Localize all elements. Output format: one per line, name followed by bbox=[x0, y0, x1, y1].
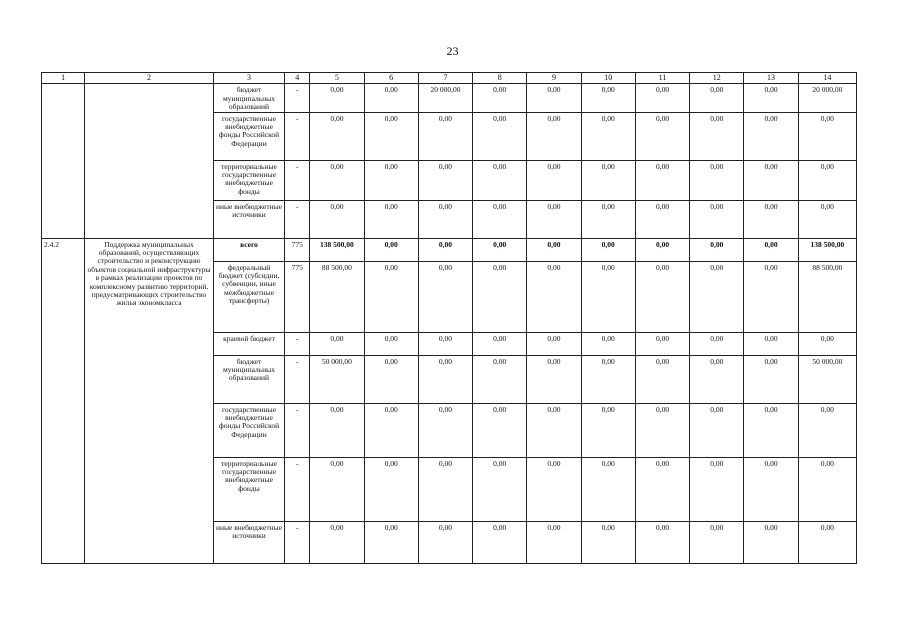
value-cell: 0,00 bbox=[364, 200, 418, 238]
column-number-cell: 12 bbox=[690, 73, 744, 84]
column-number-cell: 1 bbox=[42, 73, 85, 84]
value-cell: 0,00 bbox=[744, 403, 798, 457]
code-cell: - bbox=[285, 457, 310, 521]
value-cell: 0,00 bbox=[527, 261, 581, 332]
value-cell: 0,00 bbox=[527, 160, 581, 200]
value-cell: 0,00 bbox=[418, 160, 472, 200]
table-row bbox=[42, 238, 857, 261]
value-cell: 50 000,00 bbox=[310, 355, 364, 403]
column-number-cell: 2 bbox=[85, 73, 214, 84]
value-cell: 0,00 bbox=[581, 160, 635, 200]
value-cell: 0,00 bbox=[744, 160, 798, 200]
value-cell: 0,00 bbox=[690, 403, 744, 457]
value-cell: 0,00 bbox=[473, 112, 527, 160]
value-cell: 0,00 bbox=[473, 238, 527, 261]
value-cell: 0,00 bbox=[744, 112, 798, 160]
value-cell: 0,00 bbox=[473, 332, 527, 355]
value-cell: 0,00 bbox=[798, 457, 856, 521]
value-cell: 0,00 bbox=[527, 332, 581, 355]
value-cell: 0,00 bbox=[744, 84, 798, 112]
value-cell: 0,00 bbox=[527, 200, 581, 238]
funding-source-cell: иные внебюджетные источники bbox=[213, 521, 284, 563]
code-cell: 775 bbox=[285, 238, 310, 261]
column-number-cell: 7 bbox=[418, 73, 472, 84]
value-cell: 0,00 bbox=[473, 261, 527, 332]
funding-source-cell: территориальные государственные внебюджетные фонды bbox=[213, 160, 284, 200]
value-cell: 0,00 bbox=[310, 332, 364, 355]
value-cell: 0,00 bbox=[310, 521, 364, 563]
value-cell: 88 500,00 bbox=[310, 261, 364, 332]
value-cell: 0,00 bbox=[473, 403, 527, 457]
value-cell: 0,00 bbox=[690, 84, 744, 112]
value-cell: 0,00 bbox=[473, 521, 527, 563]
table-row bbox=[42, 84, 857, 112]
item-number-cell: 2.4.2 bbox=[42, 238, 85, 563]
value-cell: 0,00 bbox=[418, 403, 472, 457]
value-cell: 0,00 bbox=[581, 200, 635, 238]
value-cell: 0,00 bbox=[581, 84, 635, 112]
value-cell: 0,00 bbox=[744, 238, 798, 261]
value-cell: 0,00 bbox=[473, 84, 527, 112]
funding-source-cell: бюджет муниципальных образований bbox=[213, 355, 284, 403]
value-cell: 0,00 bbox=[690, 261, 744, 332]
code-cell: - bbox=[285, 355, 310, 403]
value-cell: 0,00 bbox=[690, 160, 744, 200]
value-cell: 0,00 bbox=[635, 457, 689, 521]
value-cell: 0,00 bbox=[690, 238, 744, 261]
code-cell: - bbox=[285, 200, 310, 238]
value-cell: 0,00 bbox=[418, 200, 472, 238]
value-cell: 0,00 bbox=[527, 457, 581, 521]
item-name-cell bbox=[85, 84, 214, 238]
value-cell: 0,00 bbox=[364, 261, 418, 332]
code-cell: - bbox=[285, 403, 310, 457]
value-cell: 0,00 bbox=[364, 84, 418, 112]
value-cell: 0,00 bbox=[635, 200, 689, 238]
value-cell: 50 000,00 bbox=[798, 355, 856, 403]
value-cell: 0,00 bbox=[418, 261, 472, 332]
column-number-cell: 11 bbox=[635, 73, 689, 84]
value-cell: 0,00 bbox=[635, 238, 689, 261]
value-cell: 0,00 bbox=[473, 200, 527, 238]
value-cell: 0,00 bbox=[581, 261, 635, 332]
value-cell: 0,00 bbox=[744, 200, 798, 238]
value-cell: 0,00 bbox=[364, 112, 418, 160]
value-cell: 0,00 bbox=[635, 261, 689, 332]
code-cell: - bbox=[285, 521, 310, 563]
column-number-cell: 3 bbox=[213, 73, 284, 84]
item-number-cell bbox=[42, 84, 85, 238]
value-cell: 0,00 bbox=[364, 403, 418, 457]
value-cell: 0,00 bbox=[364, 160, 418, 200]
value-cell: 0,00 bbox=[418, 355, 472, 403]
value-cell: 0,00 bbox=[798, 521, 856, 563]
value-cell: 0,00 bbox=[364, 355, 418, 403]
value-cell: 0,00 bbox=[635, 521, 689, 563]
value-cell: 138 500,00 bbox=[310, 238, 364, 261]
value-cell: 0,00 bbox=[310, 403, 364, 457]
value-cell: 0,00 bbox=[690, 457, 744, 521]
value-cell: 0,00 bbox=[635, 84, 689, 112]
budget-table bbox=[41, 72, 857, 564]
value-cell: 0,00 bbox=[635, 355, 689, 403]
value-cell: 0,00 bbox=[418, 521, 472, 563]
funding-source-cell: иные внебюджетные источники bbox=[213, 200, 284, 238]
value-cell: 0,00 bbox=[473, 355, 527, 403]
funding-source-cell: краевой бюджет bbox=[213, 332, 284, 355]
value-cell: 0,00 bbox=[581, 355, 635, 403]
value-cell: 0,00 bbox=[364, 457, 418, 521]
value-cell: 0,00 bbox=[744, 355, 798, 403]
table-body bbox=[42, 73, 857, 564]
value-cell: 0,00 bbox=[635, 112, 689, 160]
value-cell: 0,00 bbox=[310, 112, 364, 160]
value-cell: 0,00 bbox=[581, 112, 635, 160]
value-cell: 0,00 bbox=[527, 355, 581, 403]
value-cell: 0,00 bbox=[581, 457, 635, 521]
funding-source-cell: государственные внебюджетные фонды Российской Федерации bbox=[213, 403, 284, 457]
value-cell: 0,00 bbox=[581, 238, 635, 261]
value-cell: 0,00 bbox=[527, 112, 581, 160]
value-cell: 0,00 bbox=[690, 200, 744, 238]
value-cell: 0,00 bbox=[364, 332, 418, 355]
value-cell: 0,00 bbox=[310, 160, 364, 200]
value-cell: 0,00 bbox=[744, 332, 798, 355]
value-cell: 0,00 bbox=[473, 457, 527, 521]
item-name-cell: Поддержка муниципальных образований, осуществляющих строительство и реконструкцию объектов социальной инфраструктуры в рамках реализации проектов по комплексному развитию территорий, предусматривающих строительство жилья экономкласса bbox=[85, 238, 214, 563]
value-cell: 0,00 bbox=[798, 112, 856, 160]
value-cell: 0,00 bbox=[418, 112, 472, 160]
value-cell: 0,00 bbox=[418, 457, 472, 521]
funding-source-cell: всего bbox=[213, 238, 284, 261]
value-cell: 0,00 bbox=[418, 332, 472, 355]
value-cell: 0,00 bbox=[798, 332, 856, 355]
column-number-cell: 4 bbox=[285, 73, 310, 84]
funding-source-cell: территориальные государственные внебюджетные фонды bbox=[213, 457, 284, 521]
code-cell: - bbox=[285, 160, 310, 200]
value-cell: 0,00 bbox=[744, 261, 798, 332]
value-cell: 0,00 bbox=[798, 403, 856, 457]
value-cell: 0,00 bbox=[635, 160, 689, 200]
funding-source-cell: государственные внебюджетные фонды Российской Федерации bbox=[213, 112, 284, 160]
value-cell: 0,00 bbox=[690, 112, 744, 160]
value-cell: 0,00 bbox=[310, 457, 364, 521]
funding-source-cell: федеральный бюджет (субсидии, субвенции, иные межбюджетные трансферты) bbox=[213, 261, 284, 332]
value-cell: 88 500,00 bbox=[798, 261, 856, 332]
value-cell: 0,00 bbox=[744, 521, 798, 563]
value-cell: 0,00 bbox=[527, 84, 581, 112]
funding-source-cell: бюджет муниципальных образований bbox=[213, 84, 284, 112]
column-number-cell: 13 bbox=[744, 73, 798, 84]
page-number: 23 bbox=[446, 44, 459, 58]
value-cell: 0,00 bbox=[527, 238, 581, 261]
value-cell: 138 500,00 bbox=[798, 238, 856, 261]
value-cell: 0,00 bbox=[527, 403, 581, 457]
column-number-cell: 10 bbox=[581, 73, 635, 84]
value-cell: 20 000,00 bbox=[418, 84, 472, 112]
value-cell: 0,00 bbox=[635, 332, 689, 355]
value-cell: 0,00 bbox=[635, 403, 689, 457]
column-number-cell: 9 bbox=[527, 73, 581, 84]
value-cell: 0,00 bbox=[690, 332, 744, 355]
value-cell: 0,00 bbox=[581, 403, 635, 457]
value-cell: 0,00 bbox=[798, 200, 856, 238]
code-cell: 775 bbox=[285, 261, 310, 332]
value-cell: 0,00 bbox=[527, 521, 581, 563]
column-number-cell: 5 bbox=[310, 73, 364, 84]
value-cell: 0,00 bbox=[418, 238, 472, 261]
value-cell: 0,00 bbox=[798, 160, 856, 200]
column-number-cell: 6 bbox=[364, 73, 418, 84]
value-cell: 0,00 bbox=[364, 521, 418, 563]
value-cell: 20 000,00 bbox=[798, 84, 856, 112]
value-cell: 0,00 bbox=[744, 457, 798, 521]
value-cell: 0,00 bbox=[310, 200, 364, 238]
code-cell: - bbox=[285, 112, 310, 160]
value-cell: 0,00 bbox=[581, 332, 635, 355]
column-number-cell: 8 bbox=[473, 73, 527, 84]
value-cell: 0,00 bbox=[690, 521, 744, 563]
column-number-row bbox=[42, 73, 857, 84]
code-cell: - bbox=[285, 332, 310, 355]
value-cell: 0,00 bbox=[310, 84, 364, 112]
value-cell: 0,00 bbox=[473, 160, 527, 200]
value-cell: 0,00 bbox=[581, 521, 635, 563]
value-cell: 0,00 bbox=[364, 238, 418, 261]
value-cell: 0,00 bbox=[690, 355, 744, 403]
column-number-cell: 14 bbox=[798, 73, 856, 84]
code-cell: - bbox=[285, 84, 310, 112]
